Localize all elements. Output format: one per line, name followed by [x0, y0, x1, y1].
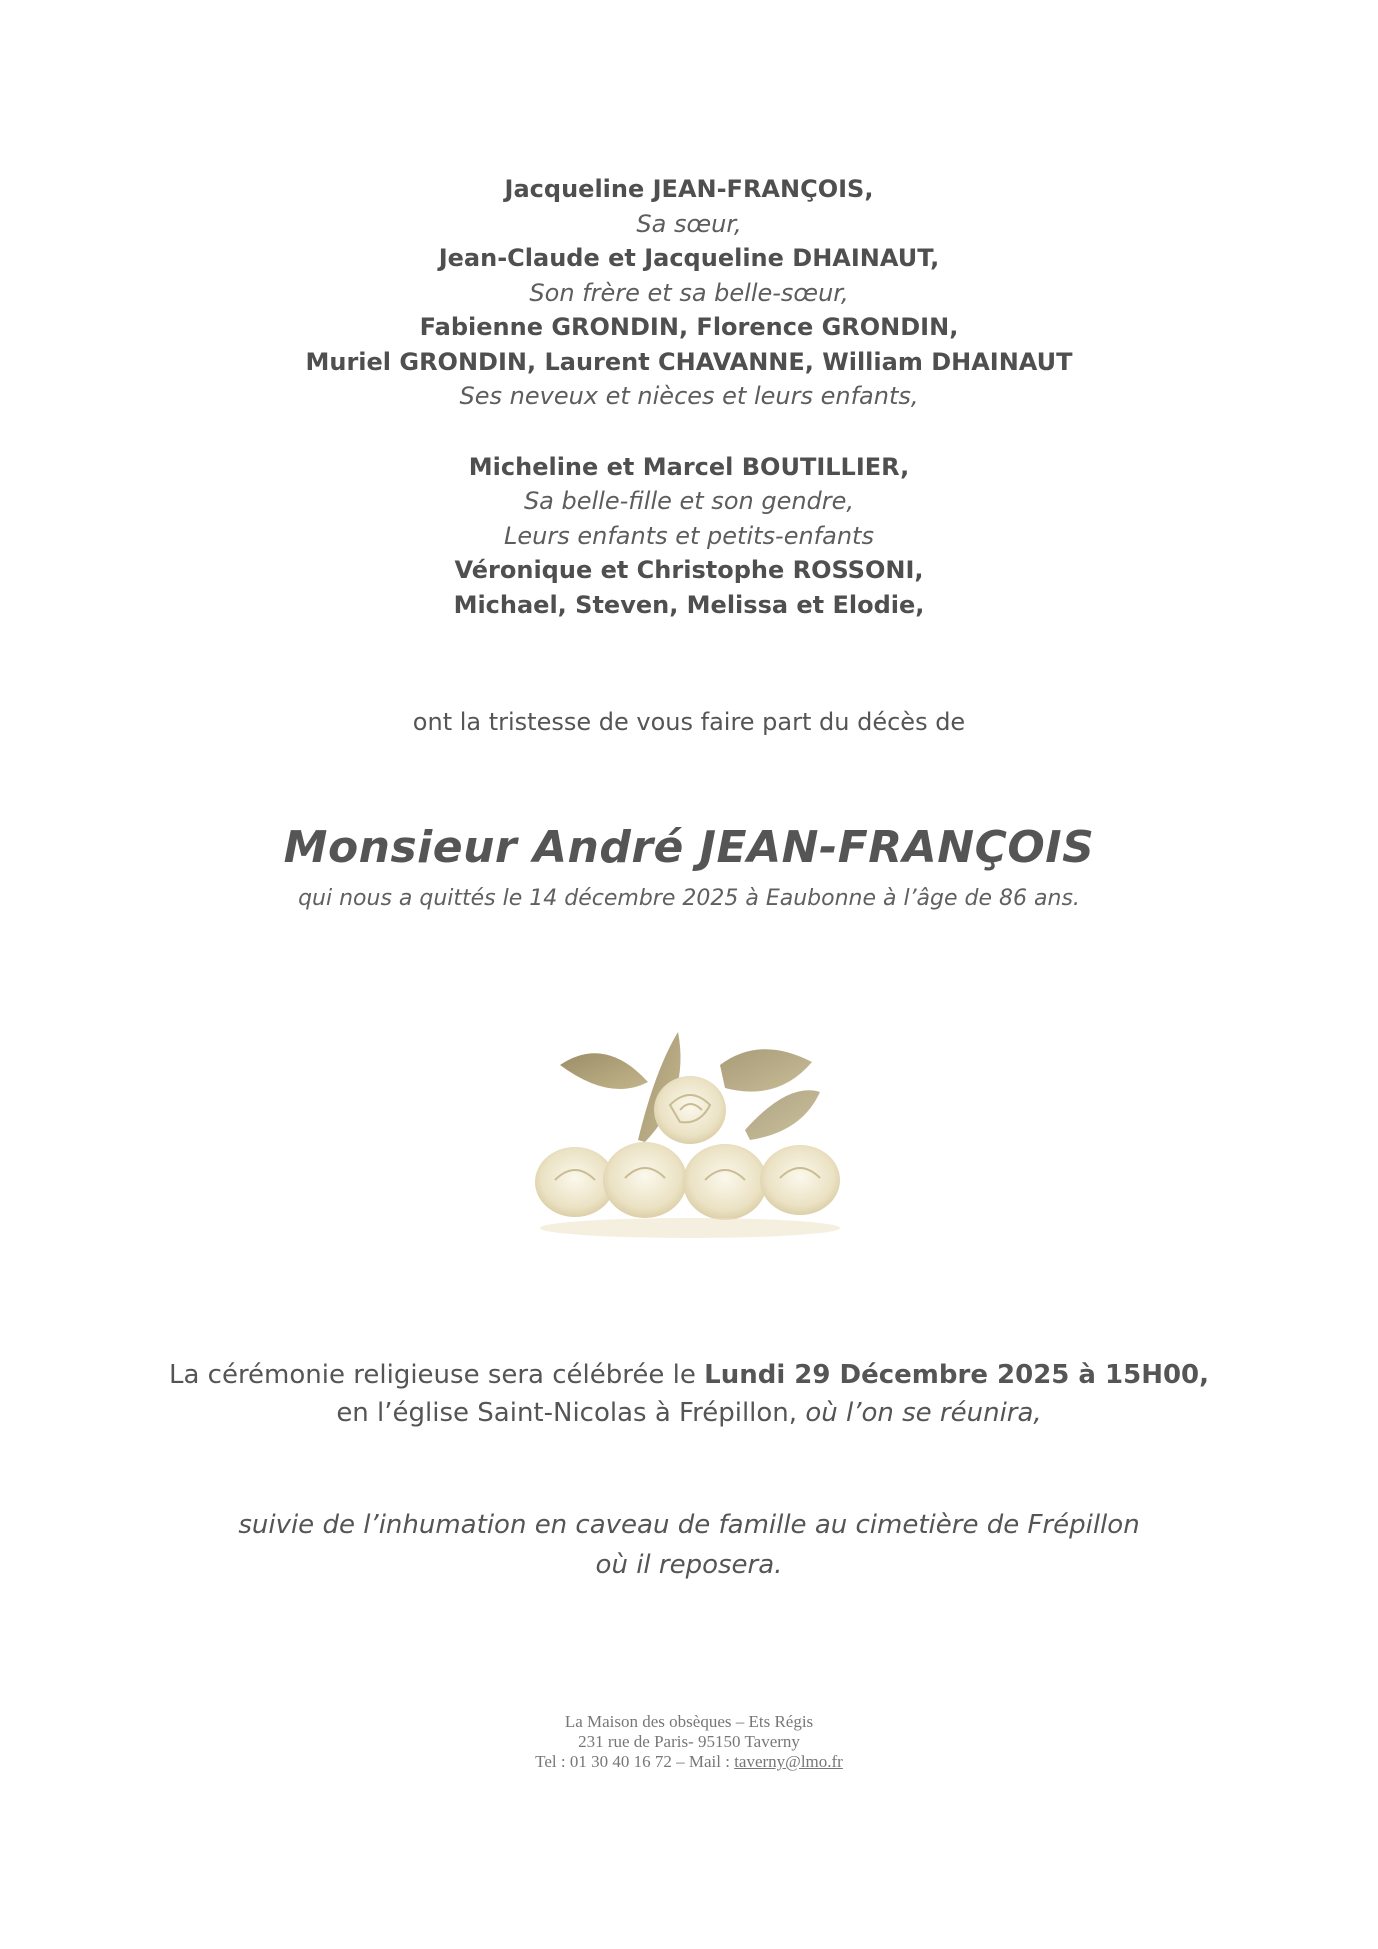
family-name: Micheline et Marcel BOUTILLIER,: [468, 452, 910, 481]
family-name: Jean-Claude et Jacqueline DHAINAUT,: [438, 244, 940, 272]
ceremony-gather: où l’on se réunira,: [805, 1398, 1042, 1428]
family-name: Fabienne GRONDIN, Florence GRONDIN,: [419, 313, 959, 341]
ceremony-datetime: Lundi 29 Décembre 2025 à 15H00,: [704, 1360, 1210, 1390]
family-relation: Son frère et sa belle-sœur,: [529, 278, 849, 307]
death-details: qui nous a quittés le 14 décembre 2025 à Eaubonne à l’âge de 86 ans.: [298, 886, 1080, 911]
burial-info: [0, 1505, 1378, 1585]
burial-line: où il reposera.: [595, 1550, 783, 1580]
funeral-home-name: La Maison des obsèques – Ets Régis: [564, 1712, 814, 1731]
family-name: Muriel GRONDIN, Laurent CHAVANNE, William DHAINAUT: [305, 347, 1073, 376]
family-list: [0, 172, 1378, 622]
family-relation: Leurs enfants et petits-enfants: [504, 521, 874, 550]
roses-image: [520, 1010, 860, 1250]
family-name: Michael, Steven, Melissa et Elodie,: [453, 590, 925, 619]
deceased-name: Monsieur André JEAN-FRANÇOIS: [283, 822, 1095, 873]
funeral-home-footer: [0, 1712, 1378, 1772]
family-name: Véronique et Christophe ROSSONI,: [454, 556, 924, 584]
family-relation: Ses neveux et nièces et leurs enfants,: [459, 382, 919, 410]
family-name: Jacqueline JEAN-FRANÇOIS,: [504, 175, 874, 203]
announcement-text: ont la tristesse de vous faire part du décès de: [412, 708, 966, 736]
burial-line: suivie de l’inhumation en caveau de famille au cimetière de Frépillon: [238, 1510, 1140, 1540]
funeral-home-email-link[interactable]: taverny@lmo.fr: [734, 1752, 843, 1771]
family-relation: Sa belle-fille et son gendre,: [523, 487, 855, 515]
funeral-home-tel: Tel : 01 30 40 16 72 – Mail :: [535, 1752, 735, 1771]
ceremony-intro: La cérémonie religieuse sera célébrée le: [168, 1360, 705, 1390]
ceremony-info: [0, 1356, 1378, 1432]
funeral-home-address: 231 rue de Paris- 95150 Taverny: [578, 1732, 800, 1751]
family-relation: Sa sœur,: [636, 209, 742, 238]
ceremony-place: en l’église Saint-Nicolas à Frépillon,: [336, 1398, 806, 1428]
